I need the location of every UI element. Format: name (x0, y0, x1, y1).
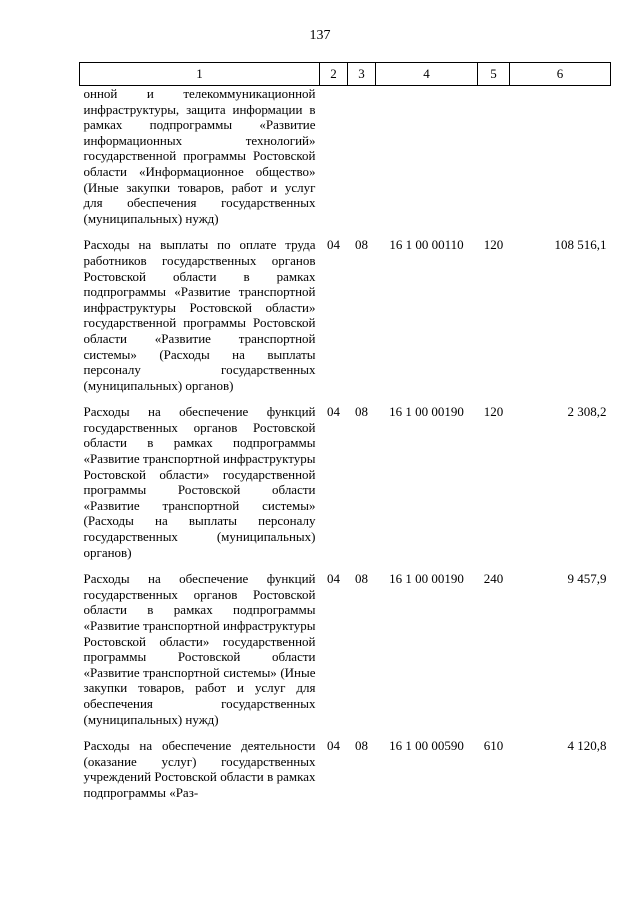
row-amount: 108 516,1 (554, 237, 607, 253)
header-col-6: 6 (510, 63, 611, 86)
header-col-1: 1 (80, 63, 320, 86)
row-section: 04 (327, 738, 340, 754)
row-amount: 9 457,9 (567, 571, 607, 587)
row-subsection: 08 (355, 404, 368, 420)
table-row (80, 404, 611, 571)
row-expense-type (478, 86, 510, 238)
row-section: 04 (327, 404, 340, 420)
row-expense-type: 610 (483, 738, 504, 754)
table-row (80, 738, 611, 811)
row-amount: 4 120,8 (567, 738, 607, 754)
header-col-5: 5 (478, 63, 510, 86)
row-description: Расходы на выплаты по оплате труда работников государственных органов Ростовской области в рамках подпрограммы «Развитие транспортной инфраструктуры Ростовской области» государственной программы Ростовской области «Развитие транспортной системы» (Расходы на выплаты персоналу государственных (муниципальных) органов) (83, 237, 316, 393)
row-target-code: 16 1 00 00190 (389, 571, 464, 587)
table-row (80, 571, 611, 738)
table-row (80, 237, 611, 404)
row-subsection: 08 (355, 738, 368, 754)
header-col-3: 3 (348, 63, 376, 86)
row-target-code (376, 86, 478, 238)
row-subsection: 08 (355, 237, 368, 253)
row-expense-type: 240 (483, 571, 504, 587)
row-expense-type: 120 (483, 237, 504, 253)
row-subsection: 08 (355, 571, 368, 587)
header-col-2: 2 (320, 63, 348, 86)
row-expense-type: 120 (483, 404, 504, 420)
row-description: Расходы на обеспечение функций государственных органов Ростовской области в рамках подпрограммы «Развитие транспортной инфраструктуры Ростовской области» государственной программы Ростовской области «Развитие транспортной системы» (Расходы на выплаты персоналу государственных (муниципальных) органов) (83, 404, 316, 560)
row-amount (510, 86, 611, 238)
header-col-4: 4 (376, 63, 478, 86)
row-section (320, 86, 348, 238)
table-row (80, 86, 611, 238)
row-target-code: 16 1 00 00110 (389, 237, 464, 253)
row-section: 04 (327, 571, 340, 587)
row-target-code: 16 1 00 00590 (389, 738, 464, 754)
page-number: 137 (309, 28, 331, 43)
row-description: онной и телекоммуникационной инфраструктуры, защита информации в рамках подпрограммы «Развитие информационных технологий» государственной программы Ростовской области «Информационное общество» (Иные закупки товаров, работ и услуг для обеспечения государственных (муниципальных) нужд) (83, 86, 316, 226)
row-description: Расходы на обеспечение функций государственных органов Ростовской области в рамках подпрограммы «Развитие транспортной инфраструктуры Ростовской области» государственной программы Ростовской области «Развитие транспортной системы» (Иные закупки товаров, работ и услуг для обеспечения государственных (муниципальных) нужд) (83, 571, 316, 727)
row-description: Расходы на обеспечение деятельности (оказание услуг) государственных учреждений Ростовской области в рамках подпрограммы «Раз- (83, 738, 316, 800)
row-section: 04 (327, 237, 340, 253)
row-subsection (348, 86, 376, 238)
row-amount: 2 308,2 (567, 404, 607, 420)
row-target-code: 16 1 00 00190 (389, 404, 464, 420)
budget-table (79, 62, 611, 812)
header-row (80, 63, 611, 86)
